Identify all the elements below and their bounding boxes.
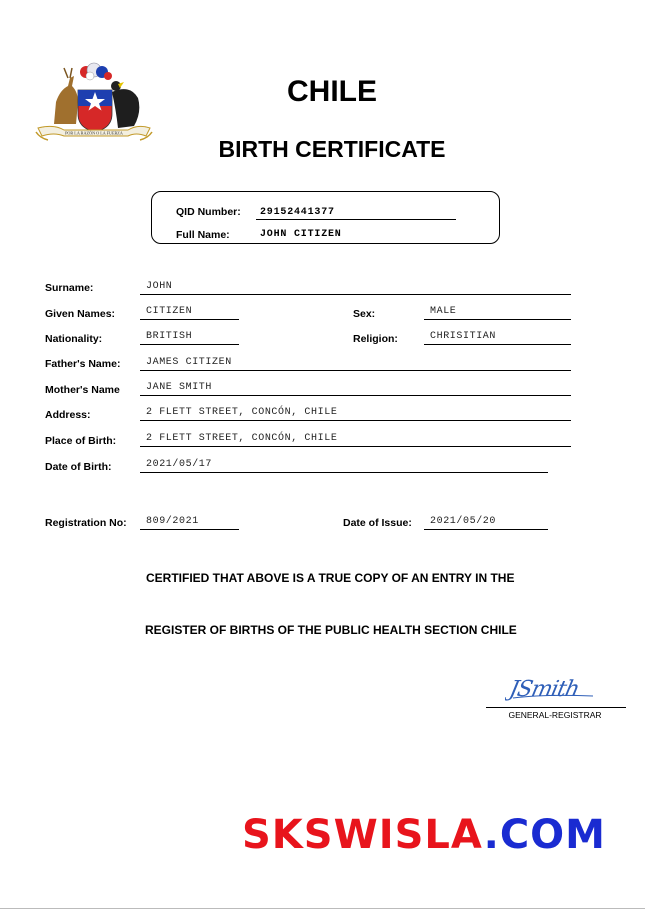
fullname-value: JOHN CITIZEN: [260, 229, 342, 240]
coat-of-arms-emblem: [34, 62, 154, 144]
registrar-title: GENERAL-REGISTRAR: [508, 710, 602, 720]
registration-no-value: 809/2021: [140, 514, 239, 530]
watermark-part-2: .COM: [483, 812, 606, 858]
religion-label: Religion:: [353, 333, 398, 345]
address-label: Address:: [45, 409, 91, 421]
sex-value: MALE: [424, 304, 571, 320]
sex-label: Sex:: [353, 308, 376, 320]
mother-name-value: JANE SMITH: [140, 380, 571, 396]
date-of-issue-label: Date of Issue:: [343, 517, 412, 529]
place-of-birth-value: 2 FLETT STREET, CONCÓN, CHILE: [140, 431, 571, 447]
address-value: 2 FLETT STREET, CONCÓN, CHILE: [140, 405, 571, 421]
watermark-part-1: SKSWISLA: [242, 812, 484, 858]
registrar-signature: [505, 674, 605, 704]
certification-line-1: CERTIFIED THAT ABOVE IS A TRUE COPY OF AN ENTRY IN THE: [146, 571, 515, 585]
nationality-label: Nationality:: [45, 333, 103, 345]
father-name-value: JAMES CITIZEN: [140, 355, 571, 371]
place-of-birth-label: Place of Birth:: [45, 435, 117, 447]
certification-line-2: REGISTER OF BIRTHS OF THE PUBLIC HEALTH SECTION CHILE: [145, 623, 517, 637]
website-watermark: [242, 812, 606, 858]
given-names-value: CITIZEN: [140, 304, 239, 320]
registration-no-label: Registration No:: [45, 517, 127, 529]
date-of-issue-value: 2021/05/20: [424, 514, 548, 530]
surname-label: Surname:: [45, 282, 94, 294]
page-bottom-border: [0, 908, 645, 909]
religion-value: CHRISITIAN: [424, 329, 571, 345]
signature-scrawl: JSmith: [507, 676, 582, 702]
date-of-birth-value: 2021/05/17: [140, 457, 548, 473]
id-summary-box: [151, 191, 500, 244]
father-name-label: Father's Name:: [45, 358, 121, 370]
given-names-label: Given Names:: [45, 308, 116, 320]
mother-name-label: Mother's Name: [45, 384, 120, 396]
surname-value: JOHN: [140, 279, 571, 295]
country-title: CHILE: [287, 75, 377, 108]
nationality-value: BRITISH: [140, 329, 239, 345]
date-of-birth-label: Date of Birth:: [45, 461, 112, 473]
fullname-label: Full Name:: [176, 229, 230, 241]
signature-line: [486, 707, 626, 708]
emblem-motto: POR LA RAZÓN O LA FUERZA: [65, 130, 123, 136]
qid-value: 29152441377: [256, 205, 456, 220]
qid-label: QID Number:: [176, 206, 241, 218]
document-title: BIRTH CERTIFICATE: [218, 136, 446, 162]
